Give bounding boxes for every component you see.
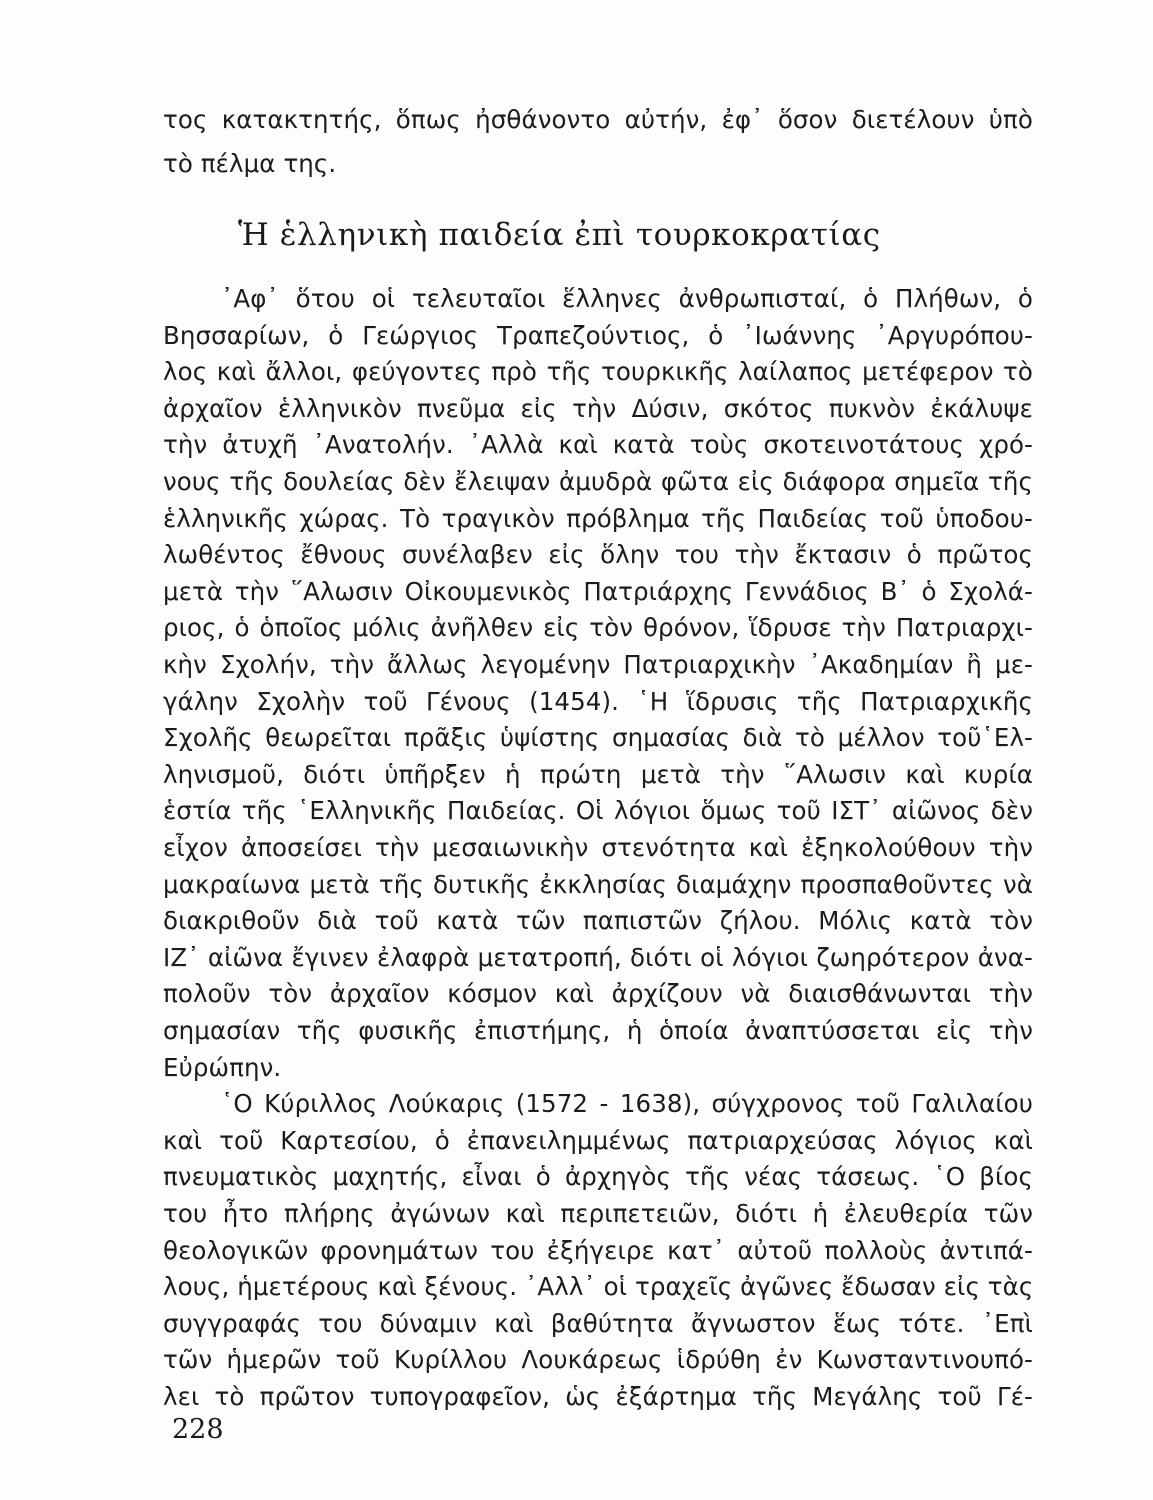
text-line: καὶ τοῦ Καρτεσίου, ὁ ἐπανειλημμένως πατριαρχεύσας λόγιος καὶ xyxy=(163,1126,1033,1155)
text-line: ῾Ο Κύριλλος Λούκαρις (1572 - 1638), σύγχρονος τοῦ Γαλιλαίου xyxy=(221,1089,1033,1118)
section-heading: Ἡ ἑλληνικὴ παιδεία ἐπὶ τουρκοκρατίας xyxy=(238,217,881,253)
text-line: νους τῆς δουλείας δὲν ἔλειψαν ἀμυδρὰ φῶτα εἰς διάφορα σημεῖα τῆς xyxy=(163,467,1033,496)
text-line: τος κατακτητής, ὅπως ἠσθάνοντο αὐτήν, ἐφ᾽ ὅσον διετέλουν ὑπὸ xyxy=(163,105,1033,134)
text-line: ἑστία τῆς ῾Ελληνικῆς Παιδείας. Οἱ λόγιοι ὅμως τοῦ ΙΣΤ᾽ αἰῶνος δὲν xyxy=(163,796,1033,825)
text-line: λους, ἡμετέρους καὶ ξένους. ᾽Αλλ᾽ οἱ τραχεῖς ἀγῶνες ἔδωσαν εἰς τὰς xyxy=(163,1272,1034,1301)
text-line: διακριθοῦν διὰ τοῦ κατὰ τῶν παπιστῶν ζήλου. Μόλις κατὰ τὸν xyxy=(163,906,1033,935)
text-line: Βησσαρίων, ὁ Γεώργιος Τραπεζούντιος, ὁ ᾽Ιωάννης ᾽Αργυρόπου- xyxy=(163,321,1033,350)
text-line: λωθέντος ἔθνους συνέλαβεν εἰς ὅλην του τὴν ἔκτασιν ὁ πρῶτος xyxy=(163,540,1033,569)
text-line: πολοῦν τὸν ἀρχαῖον κόσμον καὶ ἀρχίζουν νὰ διαισθάνωνται τὴν xyxy=(163,979,1033,1008)
text-line: ἑλληνικῆς χώρας. Τὸ τραγικὸν πρόβλημα τῆς Παιδείας τοῦ ὑποδου- xyxy=(163,504,1033,533)
text-line: θεολογικῶν φρονημάτων του ἐξήγειρε κατ᾽ αὐτοῦ πολλοὺς ἀντιπά- xyxy=(163,1236,1033,1265)
text-line: λει τὸ πρῶτον τυπογραφεῖον, ὡς ἐξάρτημα τῆς Μεγάλης τοῦ Γέ- xyxy=(163,1382,1033,1411)
text-line: ληνισμοῦ, διότι ὑπῆρξεν ἡ πρώτη μετὰ τὴν ῞Αλωσιν καὶ κυρία xyxy=(163,760,1033,789)
text-line: ἀρχαῖον ἑλληνικὸν πνεῦμα εἰς τὴν Δύσιν, σκότος πυκνὸν ἐκάλυψε xyxy=(163,394,1033,423)
text-line: του ἦτο πλήρης ἀγώνων καὶ περιπετειῶν, διότι ἡ ἐλευθερία τῶν xyxy=(163,1199,1033,1228)
text-line: ΙΖ᾽ αἰῶνα ἔγινεν ἐλαφρὰ μετατροπή, διότι οἱ λόγιοι ζωηρότερον ἀνα- xyxy=(163,943,1033,972)
text-line: συγγραφάς του δύναμιν καὶ βαθύτητα ἄγνωστον ἕως τότε. ᾽Επὶ xyxy=(163,1309,1033,1338)
text-line: εἶχον ἀποσείσει τὴν μεσαιωνικὴν στενότητα καὶ ἐξηκολούθουν τὴν xyxy=(163,833,1033,862)
text-line: ριος, ὁ ὁποῖος μόλις ἀνῆλθεν εἰς τὸν θρόνον, ἵδρυσε τὴν Πατριαρχι- xyxy=(163,613,1033,642)
page-number: 228 xyxy=(172,1414,224,1445)
text-line: Σχολῆς θεωρεῖται πρᾶξις ὑψίστης σημασίας διὰ τὸ μέλλον τοῦ῾Ελ- xyxy=(163,723,1033,752)
text-line: μετὰ τὴν ῞Αλωσιν Οἰκουμενικὸς Πατριάρχης Γεννάδιος Β᾽ ὁ Σχολά- xyxy=(163,577,1033,606)
text-line: γάλην Σχολὴν τοῦ Γένους (1454). ῾Η ἵδρυσις τῆς Πατριαρχικῆς xyxy=(163,687,1033,716)
text-line: σημασίαν τῆς φυσικῆς ἐπιστήμης, ἡ ὁποία ἀναπτύσσεται εἰς τὴν xyxy=(163,1016,1033,1045)
text-line: τῶν ἡμερῶν τοῦ Κυρίλλου Λουκάρεως ἱδρύθη ἐν Κωνσταντινουπό- xyxy=(163,1345,1033,1374)
text-line: Εὐρώπην. xyxy=(163,1053,282,1082)
text-line: τὸ πέλμα της. xyxy=(163,149,337,178)
text-line: μακραίωνα μετὰ τῆς δυτικῆς ἐκκλησίας διαμάχην προσπαθοῦντες νὰ xyxy=(163,870,1033,899)
text-line: κὴν Σχολήν, τὴν ἄλλως λεγομένην Πατριαρχικὴν ᾽Ακαδημίαν ἢ με- xyxy=(163,650,1033,679)
text-line: πνευματικὸς μαχητής, εἶναι ὁ ἀρχηγὸς τῆς νέας τάσεως. ῾Ο βίος xyxy=(163,1162,1033,1191)
text-line: τὴν ἀτυχῆ ᾽Ανατολήν. ᾽Αλλὰ καὶ κατὰ τοὺς σκοτεινοτάτους χρό- xyxy=(163,430,1033,459)
text-line: λος καὶ ἄλλοι, φεύγοντες πρὸ τῆς τουρκικῆς λαίλαπος μετέφερον τὸ xyxy=(163,357,1033,386)
text-line: ᾽Αφ᾽ ὅτου οἱ τελευταῖοι ἕλληνες ἀνθρωπισταί, ὁ Πλήθων, ὁ xyxy=(221,284,1033,313)
